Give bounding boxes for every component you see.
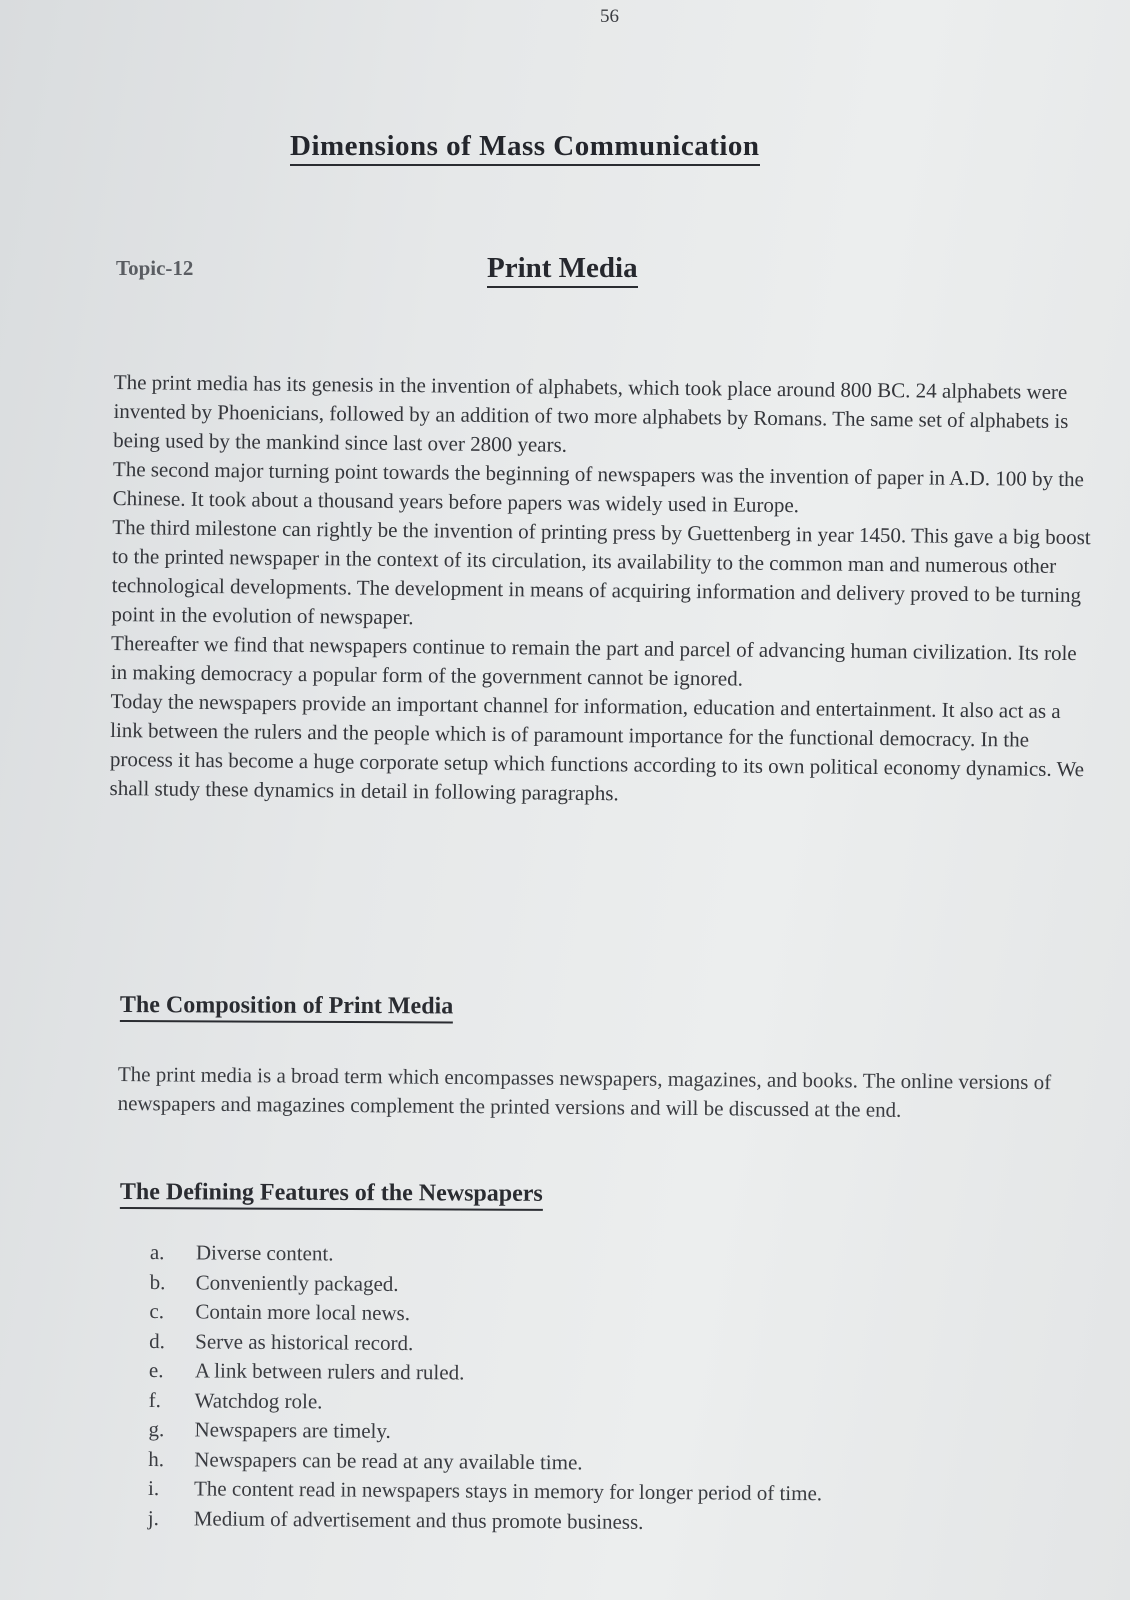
section-title: Print Media	[487, 250, 638, 288]
intro-paragraph: Thereafter we find that newspapers continue to remain the part and parcel of advancing human civilization. Its role in making democracy a popular form of the government cannot be ignored.	[110, 630, 1077, 691]
features-list	[148, 1238, 1050, 1540]
list-marker: c.	[149, 1298, 165, 1324]
list-item-text: Conveniently packaged.	[195, 1269, 399, 1296]
list-item-text: The content read in newspapers stays in memory for longer period of time.	[193, 1476, 823, 1506]
list-marker: h.	[148, 1446, 165, 1471]
topic-label: Topic-12	[116, 256, 194, 280]
list-marker: j.	[147, 1505, 159, 1530]
list-marker: g.	[148, 1416, 165, 1442]
list-item-text: Contain more local news.	[195, 1299, 411, 1326]
list-item	[148, 1503, 1048, 1540]
list-marker: d.	[149, 1328, 166, 1353]
intro-paragraph: The third milestone can rightly be the invention of printing press by Guettenberg in year 1450. This gave a big boost to the printed newspaper in the context of its circulation, its availability to the common man and numerous other technological developments. The development in means of acquiring information and delivery proved to be turning point in the evolution of newspaper.	[111, 514, 1091, 630]
list-item-text: Watchdog role.	[194, 1387, 323, 1413]
list-marker: b.	[149, 1269, 166, 1294]
list-item-text: A link between rulers and ruled.	[194, 1358, 465, 1385]
intro-paragraph: The print media has its genesis in the invention of alphabets, which took place around 800 BC. 24 alphabets were invented by Phoenicians, followed by an addition of two more alphabets by Romans. The same set of alphabets is being used by the mankind since last over 2800 years.	[113, 369, 1069, 457]
list-item-text: Newspapers can be read at any available time.	[194, 1446, 583, 1474]
list-marker: e.	[148, 1357, 164, 1383]
intro-section	[109, 368, 1094, 813]
composition-heading: The Composition of Print Media	[120, 990, 453, 1023]
list-item-text: Diverse content.	[195, 1240, 334, 1266]
list-marker: i.	[147, 1475, 160, 1501]
book-title: Dimensions of Mass Communication	[290, 128, 760, 166]
list-item-text: Newspapers are timely.	[194, 1417, 391, 1443]
intro-paragraph: Today the newspapers provide an important channel for information, education and entertainment. It also act as a link between the rulers and the people which is of paramount importance for the functional democracy. In the process it has become a huge corporate setup which functions according to its own political economy dynamics. We shall study these dynamics in detail in following paragraphs.	[109, 688, 1085, 806]
composition-paragraph: The print media is a broad term which encompasses newspapers, magazines, and books. The online versions of newspapers and magazines complement the printed versions and will be discussed at the end.	[117, 1061, 1052, 1122]
features-heading: The Defining Features of the Newspapers	[120, 1177, 543, 1211]
list-item-text: Medium of advertisement and thus promote business.	[193, 1505, 644, 1534]
list-marker: f.	[148, 1387, 162, 1412]
page-number: 56	[600, 6, 619, 27]
list-item-text: Serve as historical record.	[195, 1328, 414, 1355]
intro-paragraph: The second major turning point towards the beginning of newspapers was the invention of paper in A.D. 100 by the Chinese. It took about a thousand years before papers was widely used in Europe.	[112, 456, 1085, 518]
list-marker: a.	[149, 1239, 165, 1265]
